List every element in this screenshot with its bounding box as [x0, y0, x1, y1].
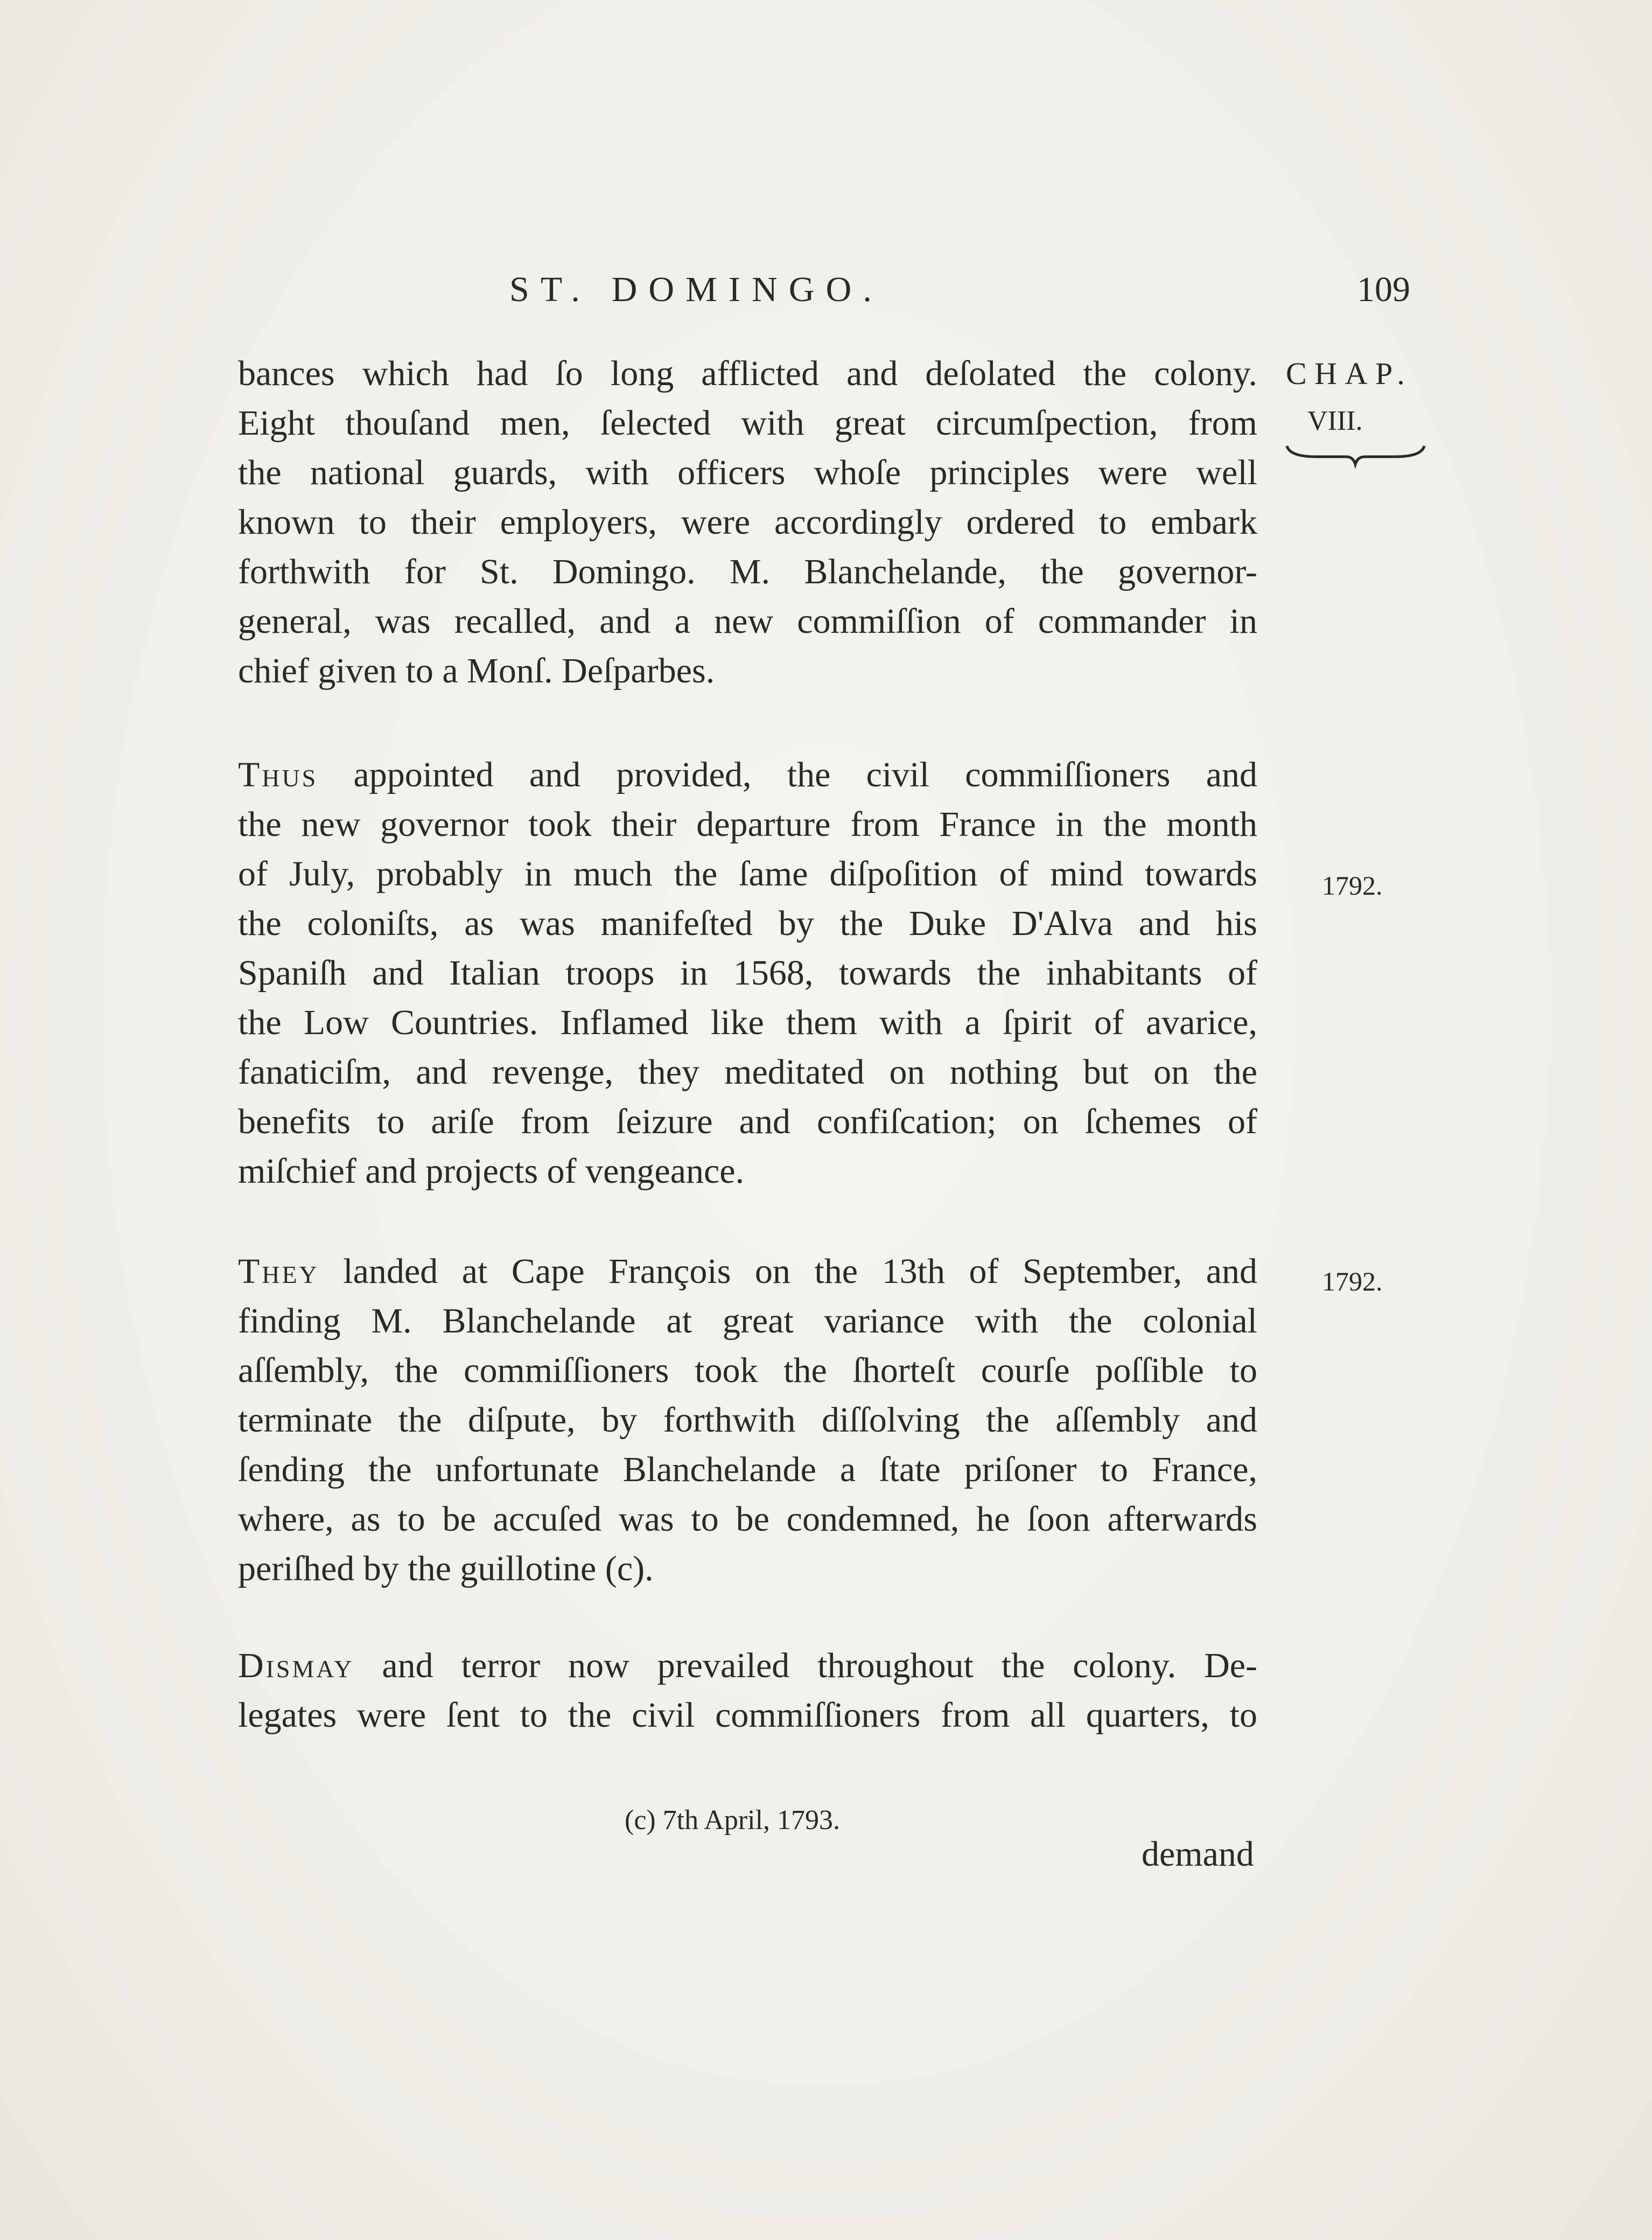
paragraph [238, 750, 1257, 1196]
text-line [238, 1641, 1257, 1691]
lead-word: Dismay [238, 1646, 354, 1685]
brace-ornament [1284, 442, 1427, 469]
chapter-number: VIII. [1307, 406, 1363, 436]
text-line [238, 597, 1257, 646]
footnote: (c) 7th April, 1793. [625, 1805, 841, 1836]
page-number: 109 [1357, 270, 1410, 309]
line-text: where, as to be accuſed was to be condemned, he ſoon afterwards [238, 1499, 1257, 1539]
margin-year: 1792. [1322, 1266, 1383, 1296]
running-header: ST. DOMINGO. [509, 270, 884, 309]
line-text: ſending the unfortunate Blanchelande a ſtate priſoner to France, [238, 1450, 1257, 1489]
text-line [238, 498, 1257, 547]
text-line [238, 1247, 1257, 1296]
text-line [238, 899, 1257, 948]
line-text: forthwith for St. Domingo. M. Blanchelande, the governor- [238, 552, 1257, 591]
text-line [238, 948, 1257, 998]
line-text: Eight thouſand men, ſelected with great circumſpection, from [238, 403, 1257, 443]
line-text: bances which had ſo long afflicted and deſolated the colony. [238, 354, 1257, 393]
line-text: known to their employers, were accordingly ordered to embark [238, 503, 1257, 542]
line-text: periſhed by the guillotine (c). [238, 1549, 654, 1588]
line-text: aſſembly, the commiſſioners took the ſhorteſt courſe poſſible to [238, 1351, 1257, 1390]
paragraph [238, 1247, 1257, 1594]
line-text: legates were ſent to the civil commiſſioners from all quarters, to [238, 1695, 1257, 1735]
lead-word: Thus [238, 755, 318, 794]
line-text: miſchief and projects of vengeance. [238, 1152, 745, 1191]
line-text: general, was recalled, and a new commiſſion of commander in [238, 602, 1257, 641]
line-text: landed at Cape François on the 13th of September, and [343, 1252, 1258, 1291]
text-line [238, 1445, 1257, 1495]
text-line [238, 448, 1257, 498]
text-line [238, 1395, 1257, 1445]
paragraph [238, 1641, 1257, 1740]
line-text: chief given to a Monſ. Deſparbes. [238, 651, 715, 690]
text-line [238, 547, 1257, 597]
margin-year: 1792. [1322, 870, 1383, 901]
text-line [238, 1147, 1257, 1196]
text-line [238, 399, 1257, 448]
catchword: demand [1142, 1834, 1254, 1874]
line-text: of July, probably in much the ſame diſpoſition of mind towards [238, 854, 1257, 894]
line-text: fanaticiſm, and revenge, they meditated on nothing but on the [238, 1052, 1257, 1092]
text-line [238, 800, 1257, 849]
text-line [238, 349, 1257, 399]
text-line [238, 849, 1257, 899]
text-line [238, 1097, 1257, 1147]
text-line [238, 750, 1257, 800]
text-line [238, 998, 1257, 1048]
chapter-label: CHAP. [1286, 356, 1413, 391]
line-text: finding M. Blanchelande at great variance with the colonial [238, 1301, 1257, 1341]
text-line [238, 1495, 1257, 1544]
paragraph [238, 349, 1257, 696]
line-text: the Low Countries. Inflamed like them with a ſpirit of avarice, [238, 1003, 1257, 1042]
text-line [238, 1346, 1257, 1395]
line-text: the coloniſts, as was manifeſted by the Duke D'Alva and his [238, 904, 1257, 943]
line-text: terminate the diſpute, by forthwith diſſolving the aſſembly and [238, 1400, 1257, 1440]
line-text: and terror now prevailed throughout the colony. De- [382, 1646, 1258, 1685]
text-line [238, 1691, 1257, 1740]
line-text: appointed and provided, the civil commiſſioners and [353, 755, 1257, 794]
text-line [238, 1296, 1257, 1346]
line-text: Spaniſh and Italian troops in 1568, towards the inhabitants of [238, 953, 1257, 993]
line-text: benefits to ariſe from ſeizure and confiſcation; on ſchemes of [238, 1102, 1257, 1141]
text-line [238, 1048, 1257, 1097]
text-line [238, 646, 1257, 696]
line-text: the new governor took their departure from France in the month [238, 805, 1257, 844]
lead-word: They [238, 1252, 319, 1291]
line-text: the national guards, with officers whoſe principles were well [238, 453, 1257, 492]
text-line [238, 1544, 1257, 1594]
